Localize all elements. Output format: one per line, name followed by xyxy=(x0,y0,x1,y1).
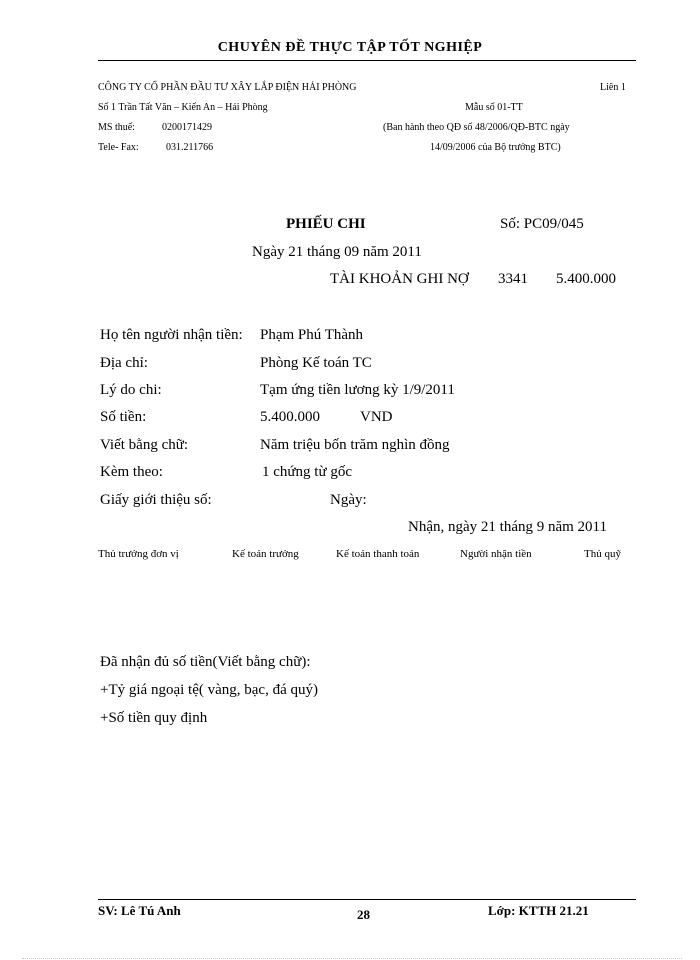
currency: VND xyxy=(360,409,393,425)
address-value: Phòng Kế toán TC xyxy=(260,355,372,371)
signature-chief-accountant: Kế toán trưởng xyxy=(232,548,299,560)
amount-value: 5.400.000 xyxy=(260,409,320,425)
intro-letter-date-label: Ngày: xyxy=(330,492,367,508)
issued-line-1: (Ban hành theo QĐ số 48/2006/QĐ-BTC ngày xyxy=(383,122,570,133)
signature-unit-head: Thủ trưởng đơn vị xyxy=(98,548,179,560)
header-rule xyxy=(98,60,636,61)
amount-label: Số tiền: xyxy=(100,409,147,425)
recipient-label: Họ tên người nhận tiền: xyxy=(100,327,243,343)
reason-value: Tạm ứng tiền lương kỳ 1/9/2011 xyxy=(260,382,455,398)
intro-letter-label: Giấy giới thiệu số: xyxy=(100,492,212,508)
received-full-note: Đã nhận đủ số tiền(Viết bằng chữ): xyxy=(100,654,311,670)
form-number: Mẫu số 01-TT xyxy=(465,102,523,113)
amount-words-label: Viết bằng chữ: xyxy=(100,437,189,453)
voucher-date: Ngày 21 tháng 09 năm 2011 xyxy=(252,244,422,260)
page-bottom-dotted-line xyxy=(22,958,682,959)
fixed-amount-note: +Số tiền quy định xyxy=(100,710,208,726)
footer-class: Lớp: KTTH 21.21 xyxy=(488,903,589,918)
signature-recipient: Người nhận tiền xyxy=(460,548,532,560)
amount-words-value: Năm triệu bốn trăm nghìn đồng xyxy=(260,437,450,453)
attachment-value: 1 chứng từ gốc xyxy=(262,464,352,480)
voucher-title: PHIẾU CHI xyxy=(286,216,366,232)
attachment-label: Kèm theo: xyxy=(100,464,163,480)
issued-line-2: 14/09/2006 của Bộ trưởng BTC) xyxy=(430,142,561,153)
fax-value: 031.211766 xyxy=(166,142,214,153)
footer-student: SV: Lê Tú Anh xyxy=(98,903,181,918)
company-address: Số 1 Trần Tất Văn – Kiến An – Hải Phòng xyxy=(98,102,268,113)
recipient-value: Phạm Phú Thành xyxy=(260,327,364,343)
page-header-title: CHUYÊN ĐỀ THỰC TẬP TỐT NGHIỆP xyxy=(217,40,483,55)
signature-cashier: Thủ quỹ xyxy=(584,548,621,560)
tax-label: MS thuế: xyxy=(98,122,135,133)
company-name: CÔNG TY CỔ PHẦN ĐẦU TƯ XÂY LẮP ĐIỆN HẢI PHÒNG xyxy=(98,82,357,93)
footer-page-number: 28 xyxy=(357,907,370,922)
voucher-number: Số: PC09/045 xyxy=(500,216,584,232)
debit-account-label: TÀI KHOẢN GHI NỢ xyxy=(330,271,469,287)
debit-account-number: 3341 xyxy=(498,271,528,287)
address-label: Địa chỉ: xyxy=(100,355,148,371)
reason-label: Lý do chi: xyxy=(100,382,162,398)
fax-label: Tele- Fax: xyxy=(98,142,139,153)
debit-amount: 5.400.000 xyxy=(556,271,616,287)
signature-payment-accountant: Kế toán thanh toán xyxy=(336,548,420,560)
tax-value: 0200171429 xyxy=(162,122,212,133)
footer-rule xyxy=(98,899,636,900)
received-date: Nhận, ngày 21 tháng 9 năm 2011 xyxy=(408,519,607,535)
copy-label: Liên 1 xyxy=(600,82,626,93)
fx-rate-note: +Tỷ giá ngoại tệ( vàng, bạc, đá quý) xyxy=(100,682,318,698)
